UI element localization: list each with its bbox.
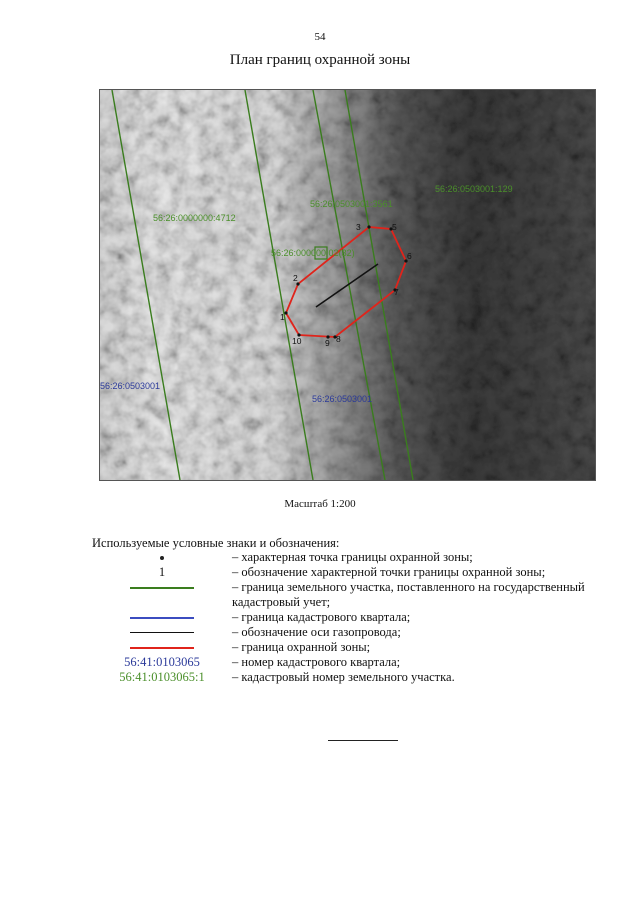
legend-text: – граница кадастрового квартала; <box>232 610 411 624</box>
quarter-number-sample: 56:41:0103065 <box>124 655 200 669</box>
legend <box>92 550 602 685</box>
legend-row <box>92 625 602 640</box>
point-label: 6 <box>407 251 412 261</box>
legend-row <box>92 550 602 565</box>
legend-row <box>92 610 602 625</box>
red-line-icon <box>130 647 194 649</box>
quarter-label: 56:26:0503001 <box>312 394 373 404</box>
legend-row <box>92 580 602 610</box>
point-label: 9 <box>325 338 330 348</box>
point-label: 2 <box>293 273 298 283</box>
green-line-icon <box>130 587 194 589</box>
point-dot-icon <box>160 556 164 560</box>
point-label: 7 <box>394 287 399 297</box>
point-label: 10 <box>292 336 302 346</box>
legend-heading: Используемые условные знаки и обозначения: <box>92 536 340 550</box>
point-number-sample: 1 <box>158 565 166 579</box>
legend-symbol-parcel-number <box>92 670 232 685</box>
legend-symbol-green-line <box>92 580 232 595</box>
legend-row <box>92 670 602 685</box>
legend-text: – номер кадастрового квартала; <box>232 655 401 669</box>
legend-text: – обозначение характерной точки границы охранной зоны; <box>232 565 546 579</box>
legend-text: – граница земельного участка, поставленного на государственный кадастровый учет; <box>232 580 585 609</box>
parcel-label: 56:26:000000:02(32) <box>271 248 355 258</box>
legend-symbol-quarter-number <box>92 655 232 670</box>
parcel-label: 56:26:0503001:129 <box>435 184 513 194</box>
page-title: План границ охранной зоны <box>229 52 411 68</box>
cadastral-map <box>99 89 596 481</box>
map-canvas <box>100 90 595 480</box>
legend-text: – характерная точка границы охранной зоны; <box>232 550 473 564</box>
legend-row <box>92 655 602 670</box>
footer-divider <box>328 740 398 741</box>
point-label: 8 <box>336 334 341 344</box>
black-line-icon <box>130 632 194 633</box>
point-label: 3 <box>356 222 361 232</box>
blue-line-icon <box>130 617 194 619</box>
legend-symbol-red-line <box>92 640 232 655</box>
point-label: 1 <box>280 312 285 322</box>
legend-text: – кадастровый номер земельного участка. <box>232 670 455 684</box>
legend-text: – граница охранной зоны; <box>232 640 371 654</box>
legend-symbol-black-line <box>92 625 232 640</box>
point-label: 5 <box>392 222 397 232</box>
page-number: 54 <box>314 31 326 43</box>
quarter-label: 56:26:0503001 <box>100 381 161 391</box>
legend-symbol-blue-line <box>92 610 232 625</box>
legend-text: – обозначение оси газопровода; <box>232 625 401 639</box>
legend-symbol-point <box>92 550 232 565</box>
legend-row <box>92 640 602 655</box>
legend-symbol-number <box>92 565 232 580</box>
legend-row <box>92 565 602 580</box>
map-scale: Масштаб 1:200 <box>284 498 356 510</box>
parcel-number-sample: 56:41:0103065:1 <box>119 670 205 684</box>
parcel-label: 56:26:0503001:3561 <box>310 199 393 209</box>
parcel-label: 56:26:0000000:4712 <box>153 213 236 223</box>
